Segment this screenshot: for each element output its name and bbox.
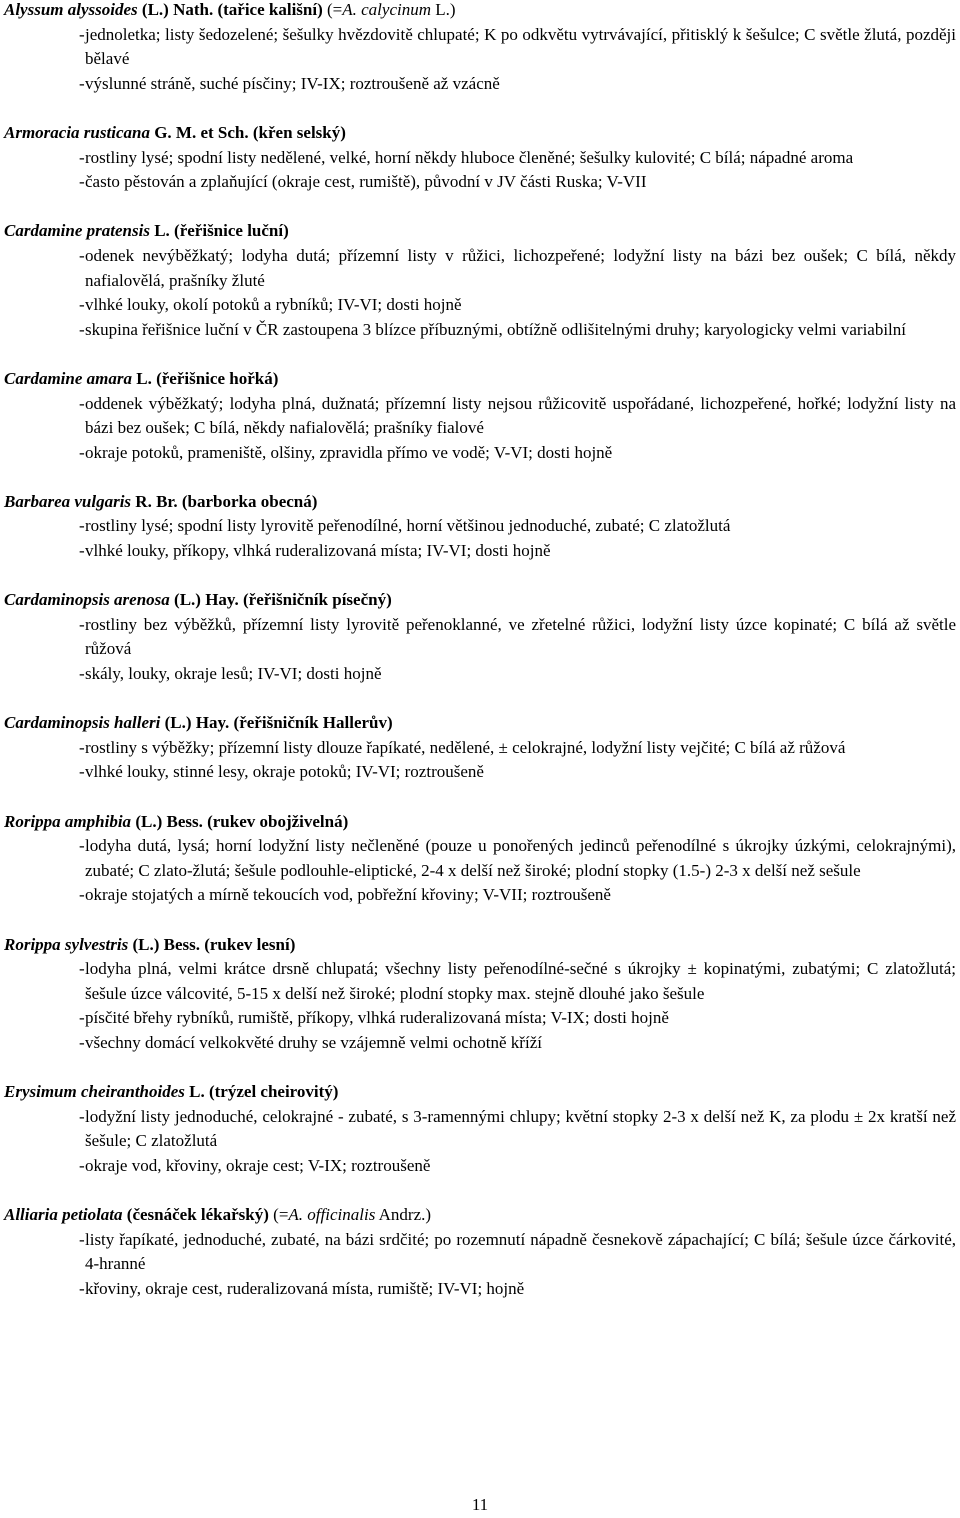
heading-text: A. calycinum — [342, 0, 431, 19]
heading-text: R. Br. (barborka obecná) — [131, 491, 318, 511]
dash-marker: - — [79, 614, 85, 634]
heading-text: (L.) Bess. (rukev obojživelná) — [131, 811, 349, 831]
characteristic-text: všechny domácí velkokvěté druhy se vzájemně velmi ochotně kříží — [85, 1032, 542, 1052]
dash-marker: - — [79, 393, 85, 413]
characteristic-text: rostliny s výběžky; přízemní listy dlouze řapíkaté, nedělené, ± celokrajné, lodyžní listy vejčité; C bílá až růžová — [85, 737, 846, 757]
dash-marker: - — [79, 1278, 85, 1298]
dash-marker: - — [79, 1106, 85, 1126]
species-entry — [4, 0, 956, 96]
heading-text: L.) — [431, 0, 456, 19]
heading-text: A. officinalis — [288, 1205, 376, 1225]
heading-text: (L.) Hay. (řeřišničník písečný) — [169, 590, 392, 610]
characteristic-text: skály, louky, okraje lesů; IV-VI; dosti hojně — [85, 664, 382, 684]
species-heading — [4, 367, 956, 392]
species-latin-name: Rorippa amphibia — [4, 811, 132, 831]
heading-text: L. (řeřišnice hořká) — [132, 368, 279, 388]
characteristics-list — [4, 957, 956, 1055]
species-latin-name: Erysimum cheiranthoides — [4, 1082, 185, 1102]
characteristic-text: okraje vod, křoviny, okraje cest; V-IX; roztroušeně — [85, 1155, 431, 1175]
heading-text: (L.) Bess. (rukev lesní) — [128, 934, 296, 954]
species-heading — [4, 810, 956, 835]
characteristic-text: odenek nevýběžkatý; lodyha dutá; přízemní listy v růžici, lichozpeřené; lodyžní listy na bázi bez oušek; C bílá, někdy nafialovělá, prašníky žluté — [85, 245, 956, 290]
heading-text: (L.) Hay. (řeřišničník Hallerův) — [160, 713, 393, 733]
heading-text: Andrz.) — [375, 1205, 432, 1225]
species-latin-name: Alliaria petiolata — [4, 1205, 123, 1225]
heading-text: (= — [327, 0, 343, 19]
characteristic-text: lodyha dutá, lysá; horní lodyžní listy nečleněné (pouze u ponořených jedinců peřenodílné s úkrojky úzkými, celokrajnými), zubaté; C zlato-žlutá; šešule podlouhle-eliptické, 2-4 x delší než široké; plodní stopky (1.5-) 2-3 x delší než sešule — [85, 836, 956, 880]
characteristic-item — [4, 514, 956, 539]
heading-text: L. (řeřišnice luční) — [149, 221, 289, 241]
characteristics-list — [4, 1228, 956, 1302]
characteristic-item — [4, 883, 956, 908]
species-entry — [4, 711, 956, 785]
species-heading — [4, 1080, 956, 1105]
characteristic-item — [4, 613, 956, 662]
characteristics-list — [4, 834, 956, 908]
species-latin-name: Cardamine amara — [4, 368, 132, 388]
characteristics-list — [4, 1105, 956, 1179]
dash-marker: - — [79, 1229, 85, 1249]
species-entry — [4, 588, 956, 686]
dash-marker: - — [79, 1155, 85, 1175]
species-latin-name: Alyssum alyssoides — [4, 0, 138, 19]
species-latin-name: Cardamine pratensis — [4, 221, 150, 241]
species-entry — [4, 219, 956, 342]
species-heading — [4, 933, 956, 958]
species-latin-name: Armoracia rusticana — [4, 122, 150, 142]
dash-marker: - — [79, 737, 85, 757]
dash-marker: - — [79, 24, 85, 44]
characteristic-item — [4, 146, 956, 171]
species-heading — [4, 588, 956, 613]
characteristics-list — [4, 244, 956, 342]
characteristic-item — [4, 957, 956, 1006]
characteristic-text: křoviny, okraje cest, ruderalizovaná místa, rumiště; IV-VI; hojně — [85, 1278, 525, 1298]
characteristics-list — [4, 392, 956, 466]
species-latin-name: Barbarea vulgaris — [4, 491, 132, 511]
species-heading — [4, 1203, 956, 1228]
characteristic-item — [4, 1154, 956, 1179]
characteristic-item — [4, 170, 956, 195]
characteristics-list — [4, 514, 956, 563]
species-entry — [4, 367, 956, 465]
species-heading — [4, 711, 956, 736]
species-entry — [4, 1080, 956, 1178]
characteristic-text: listy řapíkaté, jednoduché, zubaté, na bázi srdčité; po rozemnutí nápadně česnekově zápachající; C bílá; šešule úzce čárkovité, 4-hranné — [85, 1229, 956, 1274]
document-body — [4, 0, 956, 1326]
heading-text: (= — [273, 1205, 289, 1225]
dash-marker: - — [79, 541, 85, 561]
species-heading — [4, 0, 956, 23]
characteristic-item — [4, 834, 956, 883]
characteristic-item — [4, 760, 956, 785]
characteristic-item — [4, 1031, 956, 1056]
characteristic-text: oddenek výběžkatý; lodyha plná, dužnatá; přízemní listy nejsou růžicovitě uspořádané, lichozpeřené, hořké; lodyžní listy na bázi bez oušek; C bílá, někdy nafialovělá; prašníky fialové — [85, 393, 956, 438]
species-heading — [4, 219, 956, 244]
characteristic-text: okraje stojatých a mírně tekoucích vod, pobřežní křoviny; V-VII; roztroušeně — [85, 885, 611, 905]
dash-marker: - — [79, 664, 85, 684]
characteristic-item — [4, 662, 956, 687]
heading-text: L. (trýzel cheirovitý) — [184, 1082, 339, 1102]
characteristic-item — [4, 318, 956, 343]
characteristic-text: rostliny bez výběžků, přízemní listy lyrovitě peřenoklanné, ve zřetelné růžici, lodyžní listy úzce kopinaté; C bílá až světle růžová — [85, 614, 956, 659]
species-entry — [4, 1203, 956, 1301]
dash-marker: - — [79, 147, 85, 167]
characteristic-text: vlhké louky, stinné lesy, okraje potoků; IV-VI; roztroušeně — [85, 762, 484, 782]
characteristics-list — [4, 613, 956, 687]
characteristic-text: jednoletka; listy šedozelené; šešulky hvězdovitě chlupaté; K po odkvětu vytrvávající, přitisklý k šešulce; C světle žlutá, později bělavé — [85, 24, 956, 69]
characteristic-text: výslunné stráně, suché písčiny; IV-IX; roztroušeně až vzácně — [85, 73, 500, 93]
dash-marker: - — [79, 442, 85, 462]
dash-marker: - — [79, 172, 85, 192]
species-latin-name: Rorippa sylvestris — [4, 934, 129, 954]
characteristics-list — [4, 146, 956, 195]
dash-marker: - — [79, 1032, 85, 1052]
characteristic-item — [4, 72, 956, 97]
species-entry — [4, 933, 956, 1056]
characteristic-text: rostliny lysé; spodní listy lyrovitě peřenodílné, horní většinou jednoduché, zubaté; C zlatožlutá — [85, 516, 731, 536]
characteristic-text: lodyžní listy jednoduché, celokrajné - zubaté, s 3-ramennými chlupy; květní stopky 2-3 x delší než K, za plodu ± 2x kratší než šešule; C zlatožlutá — [85, 1106, 956, 1151]
characteristic-item — [4, 441, 956, 466]
characteristic-text: rostliny lysé; spodní listy nedělené, velké, horní někdy hluboce členěné; šešulky kulovité; C bílá; nápadné aroma — [85, 147, 854, 167]
characteristic-text: vlhké louky, okolí potoků a rybníků; IV-VI; dosti hojně — [85, 295, 462, 315]
characteristic-text: vlhké louky, příkopy, vlhká ruderalizovaná místa; IV-VI; dosti hojně — [85, 541, 551, 561]
species-latin-name: Cardaminopsis arenosa — [4, 590, 170, 610]
characteristic-text: písčité břehy rybníků, rumiště, příkopy, vlhká ruderalizovaná místa; V-IX; dosti hojně — [85, 1008, 669, 1028]
species-entry — [4, 810, 956, 908]
dash-marker: - — [79, 516, 85, 536]
characteristic-text: okraje potoků, prameniště, olšiny, zpravidla přímo ve vodě; V-VI; dosti hojně — [85, 442, 613, 462]
page-number: 11 — [471, 1495, 489, 1514]
characteristic-text: skupina řeřišnice luční v ČR zastoupena 3 blízce příbuznými, obtížně odlišitelnými druhy; karyologicky velmi variabilní — [85, 319, 907, 339]
dash-marker: - — [79, 885, 85, 905]
dash-marker: - — [79, 1008, 85, 1028]
characteristic-item — [4, 23, 956, 72]
dash-marker: - — [79, 836, 85, 856]
species-heading — [4, 490, 956, 515]
dash-marker: - — [79, 959, 85, 979]
heading-text: (česnáček lékařský) — [122, 1205, 274, 1225]
characteristic-item — [4, 1006, 956, 1031]
characteristic-item — [4, 1277, 956, 1302]
species-entry — [4, 490, 956, 564]
heading-text: G. M. et Sch. (křen selský) — [149, 122, 346, 142]
characteristic-text: lodyha plná, velmi krátce drsně chlupatá; všechny listy peřenodílné-sečné s úkrojky ± kopinatými, zubatými; C zlatožlutá; šešule úzce válcovité, 5-15 x delší než široké; plodní stopky max. stejně dlouhé jako šešule — [85, 959, 956, 1003]
dash-marker: - — [79, 73, 85, 93]
characteristic-item — [4, 1105, 956, 1154]
dash-marker: - — [79, 319, 85, 339]
characteristic-item — [4, 1228, 956, 1277]
dash-marker: - — [79, 295, 85, 315]
heading-text: (L.) Nath. (tařice kališní) — [137, 0, 327, 19]
characteristic-item — [4, 293, 956, 318]
species-entry — [4, 121, 956, 195]
characteristics-list — [4, 736, 956, 785]
characteristic-item — [4, 539, 956, 564]
species-heading — [4, 121, 956, 146]
species-latin-name: Cardaminopsis halleri — [4, 713, 161, 733]
characteristics-list — [4, 23, 956, 97]
characteristic-item — [4, 736, 956, 761]
characteristic-text: často pěstován a zplaňující (okraje cest, rumiště), původní v JV části Ruska; V-VII — [85, 172, 647, 192]
characteristic-item — [4, 244, 956, 293]
characteristic-item — [4, 392, 956, 441]
dash-marker: - — [79, 762, 85, 782]
dash-marker: - — [79, 245, 85, 265]
